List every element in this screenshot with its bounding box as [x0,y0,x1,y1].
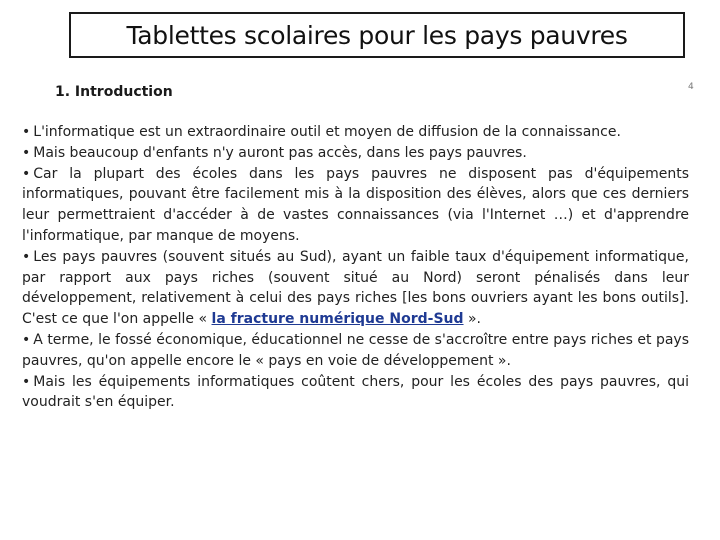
bullet-icon: • [22,124,31,140]
slide-title-box [69,12,685,58]
paragraph-6 [22,372,689,414]
fracture-numerique-link[interactable]: la fracture numérique Nord-Sud [211,311,464,328]
paragraph-1-text: L'informatique est un extraordinaire outil et moyen de diffusion de la connaissance. [33,124,621,140]
paragraph-4-text-after: ». [463,311,481,328]
paragraph-4 [22,247,689,330]
bullet-icon: • [22,331,31,348]
paragraph-2 [22,143,689,164]
bullet-icon: • [22,165,31,182]
paragraph-5 [22,330,689,372]
bullet-icon: • [22,373,31,390]
paragraph-5-text: A terme, le fossé économique, éducationnel ne cesse de s'accroître entre pays riches et pays pauvres, qu'on appelle encore le « pays en voie de développement ». [22,331,689,369]
paragraph-1 [22,122,689,143]
paragraph-4-text-before: Les pays pauvres (souvent situés au Sud), ayant un faible taux d'équipement informatique, par rapport aux pays riches (souvent situé au Nord) seront pénalisés dans leur développement, relativement à celui des pays riches [les bons ouvriers ayant les bons outils]. C'est ce que l'on appelle « [22,248,689,328]
paragraph-2-text: Mais beaucoup d'enfants n'y auront pas accès, dans les pays pauvres. [33,144,527,161]
section-heading: 1. Introduction [55,84,173,100]
page-number: 4 [688,82,694,92]
bullet-icon: • [22,248,31,265]
body-text [22,122,689,413]
paragraph-6-text: Mais les équipements informatiques coûtent chers, pour les écoles des pays pauvres, qui voudrait s'en équiper. [22,373,689,411]
slide-title: Tablettes scolaires pour les pays pauvres [126,20,628,50]
paragraph-3-text: Car la plupart des écoles dans les pays pauvres ne disposent pas d'équipements informatiques, pouvant être facilement mis à la disposition des élèves, alors que ces derniers leur permettraient d'accéder à de vastes connaissances (via l'Internet …) et d'apprendre l'informatique, par manque de moyens. [22,165,689,244]
bullet-icon: • [22,144,31,161]
paragraph-3 [22,164,689,247]
